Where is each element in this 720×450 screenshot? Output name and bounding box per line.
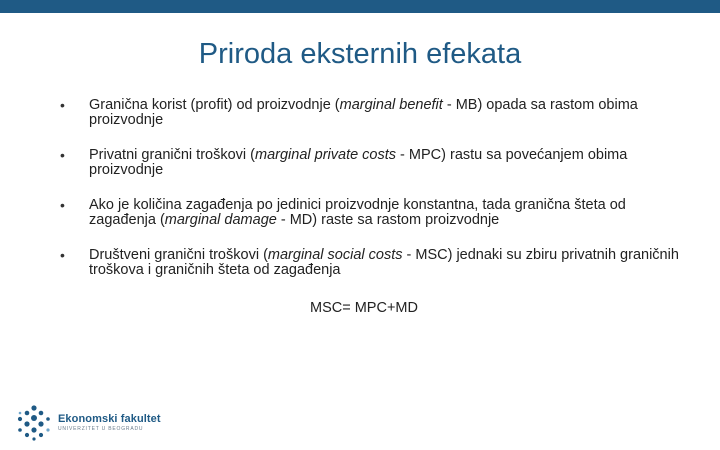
bullet-text: Granična korist (profit) od proizvodnje (marginal benefit - MB) opada sa rastom obima proizvodnje (89, 97, 638, 128)
bullet-item (60, 148, 680, 178)
bullet-text: Ako je količina zagađenja po jedinici proizvodnje konstantna, tada granična šteta od zagađenja (marginal damage - MD) raste sa rastom proizvodnje (89, 197, 626, 228)
bullet-dot: • (60, 197, 65, 213)
bullet-text: Privatni granični troškovi (marginal private costs - MPC) rastu sa povećanjem obima proizvodnje (89, 147, 628, 178)
bullet-text: Društveni granični troškovi (marginal social costs - MSC) jednaki su zbiru privatnih graničnih troškova i graničnih šteta od zagađenja (89, 247, 679, 278)
msc-formula: MSC= MPC+MD (310, 300, 418, 316)
bullet-list (60, 98, 680, 298)
dot-cluster-logo-icon (16, 405, 52, 441)
slide-title: Priroda eksternih efekata (198, 38, 522, 70)
bullet-item (60, 198, 680, 228)
bullet-item (60, 248, 680, 278)
logo-name: Ekonomski fakultet (58, 413, 161, 425)
bullet-item (60, 98, 680, 128)
top-accent-bar (0, 0, 720, 13)
bullet-dot: • (60, 147, 65, 163)
bullet-dot: • (60, 97, 65, 113)
faculty-logo (16, 405, 176, 441)
bullet-dot: • (60, 247, 65, 263)
logo-subtitle: UNIVERZITET U BEOGRADU (58, 426, 144, 432)
